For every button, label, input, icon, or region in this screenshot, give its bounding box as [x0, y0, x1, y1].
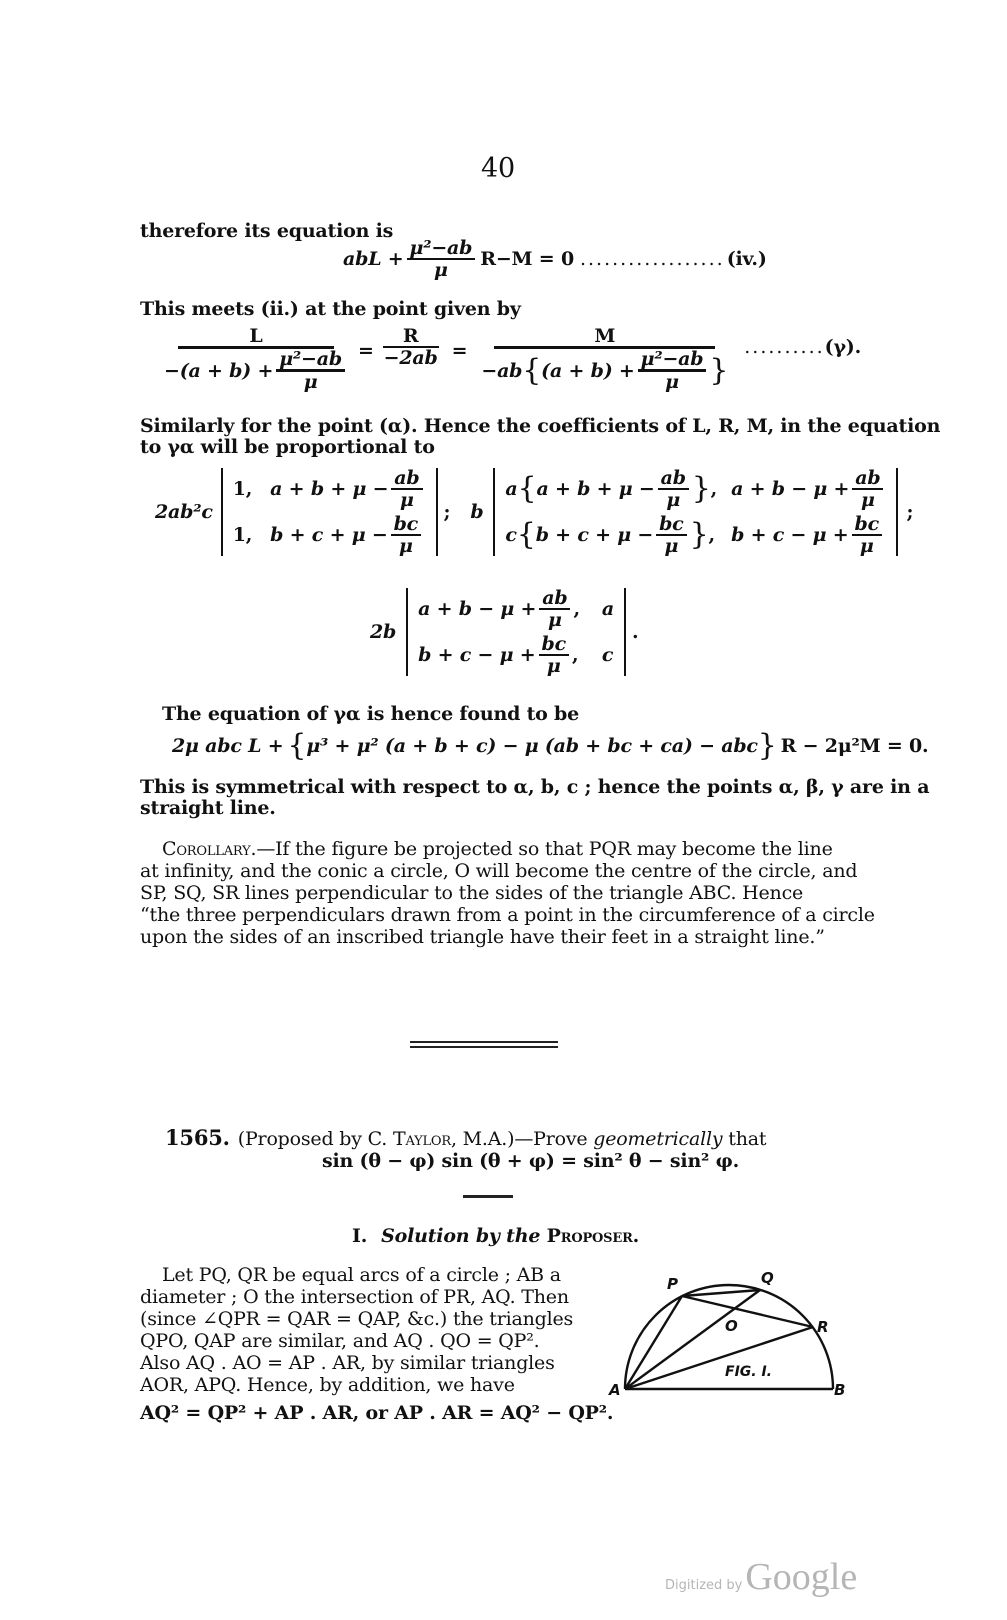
det2-r1c1-num: ab: [658, 468, 689, 490]
equation-gamma: [158, 326, 861, 392]
solution-conclusion: AQ² = QP² + AP . AR, or AP . AR = AQ² − QP².: [140, 1402, 614, 1424]
section-divider-top: [410, 1041, 558, 1043]
eq-iv-dots: ..................: [579, 248, 725, 270]
det2-r1c2: [731, 468, 886, 510]
eq-iv-frac-den: μ: [434, 259, 448, 281]
chord-AP: [625, 1296, 682, 1389]
symmetric-line-2: straight line.: [140, 797, 276, 819]
corollary-paragraph: [140, 838, 875, 948]
eq-iv-rest: R−M = 0: [480, 248, 574, 270]
solution-line-1: Let PQ, QR be equal arcs of a circle ; AB a: [162, 1264, 561, 1286]
gamma-f1-inner-num: μ²−ab: [276, 349, 345, 372]
det2-r2c1-a: c: [505, 524, 517, 546]
figure-caption: FIG. I.: [725, 1364, 772, 1380]
det3-r2c2: c: [601, 644, 614, 666]
solution-number: I.: [352, 1225, 368, 1247]
final-eq-c: R − 2μ²M = 0.: [780, 735, 929, 757]
gamma-f3-inner-num: μ²−ab: [638, 349, 707, 372]
gamma-tag: (γ).: [824, 336, 862, 358]
det1-r2c1: 1,: [232, 524, 253, 546]
det3-r2c1-den: μ: [546, 655, 561, 677]
corollary-line-4: “the three perpendiculars drawn from a point in the circumference of a circle: [140, 904, 875, 926]
similarly-line-2: to γα will be proportional to: [140, 436, 435, 458]
det1-r2c2-den: μ: [398, 535, 413, 557]
gamma-eq2: =: [451, 340, 468, 362]
det1-r1c2-den: μ: [400, 489, 414, 511]
det2-r1c1-end: ,: [710, 478, 718, 500]
eq-iv-fraction: [407, 238, 476, 280]
eq-iv-tag: (iv.): [726, 248, 767, 270]
det2-r2c2-den: μ: [859, 535, 874, 557]
meets-text: This meets (ii.) at the point given by: [140, 298, 521, 320]
det2-r2c2-num: bc: [852, 514, 882, 536]
problem-proposed-a: (Proposed by C.: [237, 1128, 393, 1150]
solution-heading-italic: Solution by the: [381, 1225, 541, 1247]
gamma-f3-inner-den: μ: [665, 371, 679, 393]
gamma-f1-inner-den: μ: [303, 371, 318, 393]
equation-intro: therefore its equation is: [140, 220, 394, 242]
problem-identity: sin (θ − φ) sin (θ + φ) = sin² θ − sin² φ.: [322, 1150, 739, 1172]
det2-r1c2-den: μ: [860, 489, 875, 511]
problem-number: 1565.: [165, 1125, 230, 1150]
det2-r1c2-num: ab: [852, 468, 883, 490]
det-separator-1: ;: [443, 501, 451, 523]
similarly-line-1: Similarly for the point (α). Hence the coefficients of L, R, M, in the equation: [140, 415, 941, 437]
gamma-f3-den-b: (a + b) +: [541, 359, 635, 382]
determinant-1: [221, 468, 438, 556]
final-eq-a: 2μ abc L +: [172, 735, 284, 757]
det2-r2c1-end: ,: [708, 524, 715, 546]
det2-r2c1-num: bc: [656, 514, 686, 536]
solution-heading: [352, 1225, 639, 1247]
open-brace: {: [522, 352, 542, 388]
gamma-frac-R: [381, 326, 441, 368]
det2-r2c2: [731, 514, 886, 556]
digitized-watermark: [665, 1555, 857, 1599]
gamma-f2-den: −2ab: [383, 347, 438, 369]
det3-r1c1-num: ab: [539, 588, 570, 610]
det2-r2c1-b: b + c + μ −: [535, 524, 654, 546]
gamma-eq1: =: [357, 340, 374, 362]
proposer-name: Taylor: [392, 1128, 451, 1150]
det3-r2c1: [418, 634, 580, 676]
det3-r2c1-num: bc: [539, 634, 569, 656]
short-divider: [463, 1195, 513, 1198]
det2-r1c1-den: μ: [666, 489, 681, 511]
gamma-f1-den-a: −(a + b) +: [164, 359, 274, 382]
label-O: O: [725, 1317, 738, 1335]
label-Q: Q: [761, 1269, 774, 1287]
corollary-line-1-text: —If the figure be projected so that PQR may become the line: [256, 838, 833, 860]
problem-proposed-c: that: [722, 1128, 767, 1150]
det1-r1c1: 1,: [232, 478, 253, 500]
det2-r1c1-b: a + b + μ −: [536, 478, 655, 500]
gamma-f3-den-a: −ab: [481, 359, 523, 382]
det2-coefficient: b: [470, 501, 484, 523]
det2-r1c2-text: a + b − μ +: [731, 478, 850, 500]
solution-heading-proposer: Proposer.: [546, 1225, 640, 1247]
watermark-brand: Google: [745, 1556, 858, 1598]
gamma-dots: ..........: [744, 336, 825, 358]
solution-line-3: (since ∠QPR = QAR = QAP, &c.) the triangles: [140, 1308, 574, 1330]
problem-emphasis: geometrically: [593, 1128, 723, 1150]
watermark-prefix: Digitized by: [665, 1578, 743, 1593]
gamma-f1-num: L: [178, 326, 334, 349]
corollary-label: Corollary.: [162, 838, 257, 860]
equation-gamma-alpha-intro: The equation of γα is hence found to be: [162, 703, 580, 725]
det-separator-2: ;: [906, 501, 914, 523]
final-eq-b: μ³ + μ² (a + b + c) − μ (ab + bc + ca) − abc: [306, 735, 758, 757]
solution-line-2: diameter ; O the intersection of PR, AQ. Then: [140, 1286, 569, 1308]
corollary-line-3: SP, SQ, SR lines perpendicular to the sides of the triangle ABC. Hence: [140, 882, 804, 904]
det2-r1c1-a: a: [505, 478, 518, 500]
solution-line-4: QPO, QAP are similar, and AQ . QO = QP².: [140, 1330, 540, 1352]
det1-r2c2-text: b + c + μ −: [270, 524, 388, 546]
equation-iv: [343, 238, 767, 280]
label-R: R: [817, 1318, 829, 1336]
eq-iv-frac-num: μ²−ab: [407, 238, 476, 260]
det3-end: .: [632, 621, 639, 643]
det2-r2c1-den: μ: [664, 535, 679, 557]
corollary-line-5: upon the sides of an inscribed triangle have their feet in a straight line.”: [140, 926, 825, 948]
det1-r1c2-num: ab: [391, 468, 422, 490]
determinant-2: [493, 468, 898, 556]
determinants-row: [155, 468, 913, 556]
gamma-f1-den: [161, 349, 351, 392]
gamma-frac-L: [161, 326, 351, 392]
label-P: P: [667, 1275, 678, 1293]
corollary-line-2: at infinity, and the conic a circle, O will become the centre of the circle, and: [140, 860, 858, 882]
section-divider-bottom: [410, 1046, 558, 1048]
gamma-f3-num: M: [494, 326, 715, 349]
det1-r2c2: [270, 514, 425, 556]
solution-paragraph: [140, 1264, 573, 1396]
problem-header: [165, 1127, 766, 1150]
corollary-line-1: [140, 838, 875, 860]
det2-r1c1: a { a + b + μ − $\frac{ab}{\mu}$ } ,: [505, 467, 718, 511]
label-B: B: [834, 1381, 845, 1399]
chord-AR: [625, 1327, 813, 1389]
label-A: A: [609, 1381, 621, 1399]
final-close-brace: }: [757, 728, 777, 763]
gamma-f2-num: R: [383, 326, 439, 348]
det1-r1c2-text: a + b + μ −: [270, 478, 389, 500]
final-equation: [172, 728, 929, 763]
det1-r1c2: [270, 468, 425, 510]
determinant-3: [406, 588, 626, 676]
det1-coefficient: 2ab²c: [155, 501, 213, 523]
close-brace: }: [709, 352, 729, 388]
solution-line-5: Also AQ . AO = AP . AR, by similar triangles: [140, 1352, 555, 1374]
det1-r2c2-num: bc: [391, 514, 421, 536]
det3-r1c1: [418, 588, 580, 630]
final-open-brace: {: [287, 728, 307, 763]
geometry-figure: [585, 1245, 845, 1425]
det3-r1c1-text: a + b − μ +: [418, 598, 537, 620]
det3-r2c1-text: b + c − μ +: [418, 644, 536, 666]
det3-r1c1-den: μ: [547, 609, 562, 631]
det3-r2c1-end: ,: [571, 644, 579, 666]
determinant-3-row: [370, 588, 638, 676]
eq-iv-prefix: abL +: [343, 248, 404, 270]
symmetric-line-1: This is symmetrical with respect to α, b, c ; hence the points α, β, γ are in a: [140, 776, 930, 798]
problem-proposed-b: , M.A.)—Prove: [450, 1128, 594, 1150]
page-number: 40: [481, 153, 515, 184]
det3-coefficient: 2b: [370, 621, 397, 643]
det2-r2c2-text: b + c − μ +: [731, 524, 849, 546]
gamma-f3-den: [478, 349, 731, 392]
det2-r2c1: c { b + c + μ − $\frac{bc}{\mu}$ } ,: [505, 513, 715, 557]
det3-r1c1-end: ,: [573, 598, 580, 620]
gamma-frac-M: [478, 326, 731, 392]
det3-r1c2: a: [601, 598, 614, 620]
solution-line-6: AOR, APQ. Hence, by addition, we have: [140, 1374, 515, 1396]
